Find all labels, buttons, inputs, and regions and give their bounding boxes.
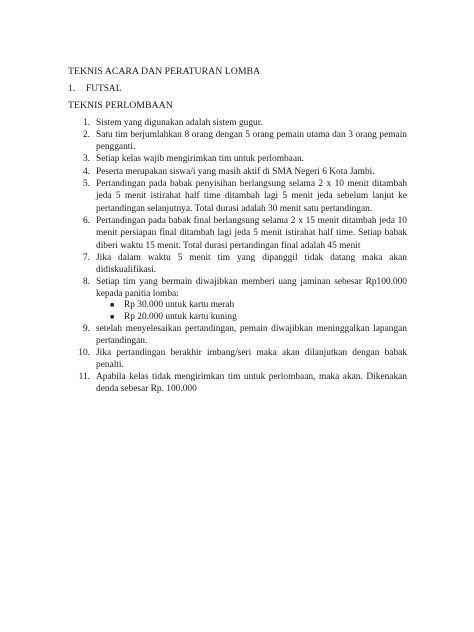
list-item-number: 9. <box>82 324 90 334</box>
list-item-text: Pertandingan pada babak penyisihan berlangsung selama 2 x 10 menit ditambah jeda 5 menit istirahat half time ditambah lagi 5 menit jeda sebelum lanjut ke pertandingan selanjutnya. Total durasi adalah 30 menit satu pertandingan. <box>96 179 407 214</box>
list-item-text: Peserta merupakan siswa/i yang masih aktif di SMA Negeri 6 Kota Jambi. <box>96 167 375 177</box>
list-item-number: 10. <box>78 348 90 358</box>
list-item-number: 11. <box>78 372 90 382</box>
section-subtitle: TEKNIS PERLOMBAAN <box>68 100 173 111</box>
list-item-text: Sistem yang digunakan adalah sistem gugur. <box>96 118 263 128</box>
square-bullet-icon: ■ <box>110 301 115 309</box>
section-name: FUTSAL <box>86 84 122 94</box>
list-item-number: 2. <box>82 130 90 140</box>
list-item-text: Satu tim berjumlahkan 8 orang dengan 5 orang pemain utama dan 3 orang pemain pengganti. <box>96 130 407 153</box>
square-bullet-icon: ■ <box>110 313 115 321</box>
list-item-text: setelah menyelesaikan pertandingan, pemain diwajibkan meninggalkan lapangan pertandingan. <box>96 324 407 347</box>
list-item-number: 4. <box>82 167 90 177</box>
bullet-text: Rp 30.000 untuk kartu merah <box>124 300 235 310</box>
list-item-number: 6. <box>82 216 90 226</box>
section-number: 1. <box>68 84 76 94</box>
list-item-number: 5. <box>82 179 90 189</box>
list-item-number: 8. <box>82 277 90 287</box>
list-item-number: 3. <box>82 154 90 164</box>
list-item-text: Setiap kelas wajib mengirimkan tim untuk perlombaan. <box>96 154 305 164</box>
list-item-text: Setiap tim yang bermain diwajibkan memberi uang jaminan sebesar Rp100.000 kepada panitia lomba: <box>96 277 407 300</box>
list-item-text: Apabila kelas tidak mengirimkan tim untuk perlombaan, maka akan. Dikenakan denda sebesar Rp. 100.000 <box>96 372 407 395</box>
list-item-number: 1. <box>82 118 90 128</box>
document-title: TEKNIS ACARA DAN PERATURAN LOMBA <box>68 66 261 77</box>
list-item-text: Jika dalam waktu 5 menit tim yang dipanggil tidak datang maka akan didiskualifikasi. <box>96 253 407 276</box>
list-item-text: Pertandingan pada babak final berlangsung selama 2 x 15 menit ditambah jeda 10 menit persiapan final ditambah lagi jeda 5 menit istirahat half time. Setiap babak diberi waktu 15 menit. Total durasi pertandingan final adalah 45 menit <box>96 216 407 251</box>
bullet-text: Rp 20.000 untuk kartu kuning <box>124 312 237 322</box>
list-item-number: 7. <box>82 253 90 263</box>
list-item-text: Jika pertandingan berakhir imbang/seri maka akan dilanjutkan dengan babak penalti. <box>96 348 407 371</box>
